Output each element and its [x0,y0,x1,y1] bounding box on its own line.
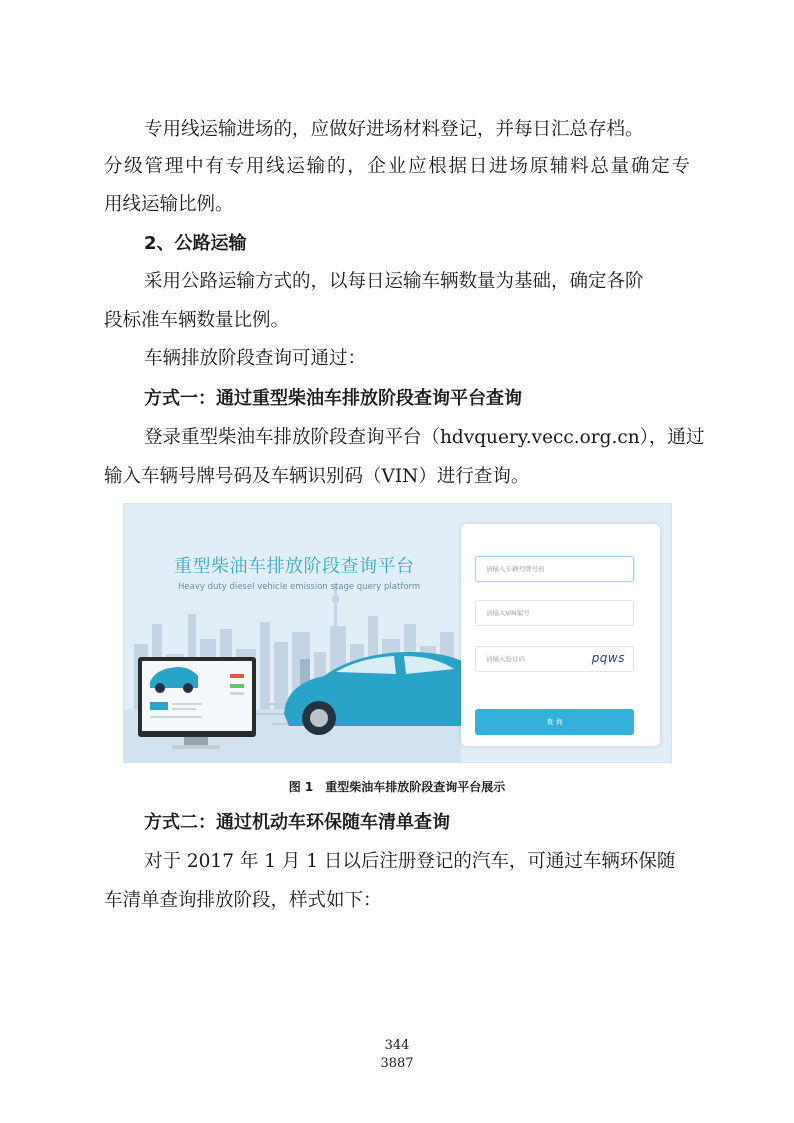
figure-caption: 图 1 重型柴油车排放阶段查询平台展示 [288,780,506,794]
paragraph-line: 车辆排放阶段查询可通过： [144,348,367,369]
method-heading: 方式一：通过重型柴油车排放阶段查询平台查询 [144,388,522,409]
total-page-number: 3887 [380,1056,414,1071]
query-submit-button[interactable]: 查 询 [475,709,634,735]
vin-placeholder: 请输入VIN编号 [486,609,530,617]
page-number: 344 [384,1038,410,1053]
platform-subtitle: Heavy duty diesel vehicle emission stage query platform [178,582,421,592]
paragraph-line: 车清单查询排放阶段，样式如下： [104,890,382,911]
paragraph-line: 分级管理中有专用线运输的，企业应根据日进场原辅料总量确定专 [104,156,690,177]
paragraph-line: 登录重型柴油车排放阶段查询平台（hdvquery.vecc.org.cn），通过 [144,427,705,448]
paragraph-line: 对于 2017 年 1 月 1 日以后注册登记的汽车，可通过车辆环保随 [144,851,676,872]
captcha-image[interactable]: pqws [591,651,625,665]
query-form-panel [461,524,660,746]
captcha-placeholder: 请输入验证码 [486,655,525,663]
captcha-input[interactable] [475,646,634,672]
paragraph-line: 输入车辆号牌号码及车辆识别码（VIN）进行查询。 [104,466,530,487]
paragraph-line: 用线运输比例。 [104,194,234,215]
section-heading: 2、公路运输 [144,233,247,254]
method-heading: 方式二：通过机动车环保随车清单查询 [144,812,450,833]
paragraph-line: 采用公路运输方式的，以每日运输车辆数量为基础，确定各阶 [144,271,644,292]
paragraph-line: 段标准车辆数量比例。 [104,310,290,331]
plate-number-input[interactable] [475,556,634,582]
vin-input[interactable] [475,600,634,626]
paragraph-line: 专用线运输进场的，应做好进场材料登记，并每日汇总存档。 [144,119,644,140]
platform-title: 重型柴油车排放阶段查询平台 [174,556,415,577]
platform-screenshot-figure [123,503,672,763]
plate-number-placeholder: 请输入车辆号牌号码 [486,565,545,573]
